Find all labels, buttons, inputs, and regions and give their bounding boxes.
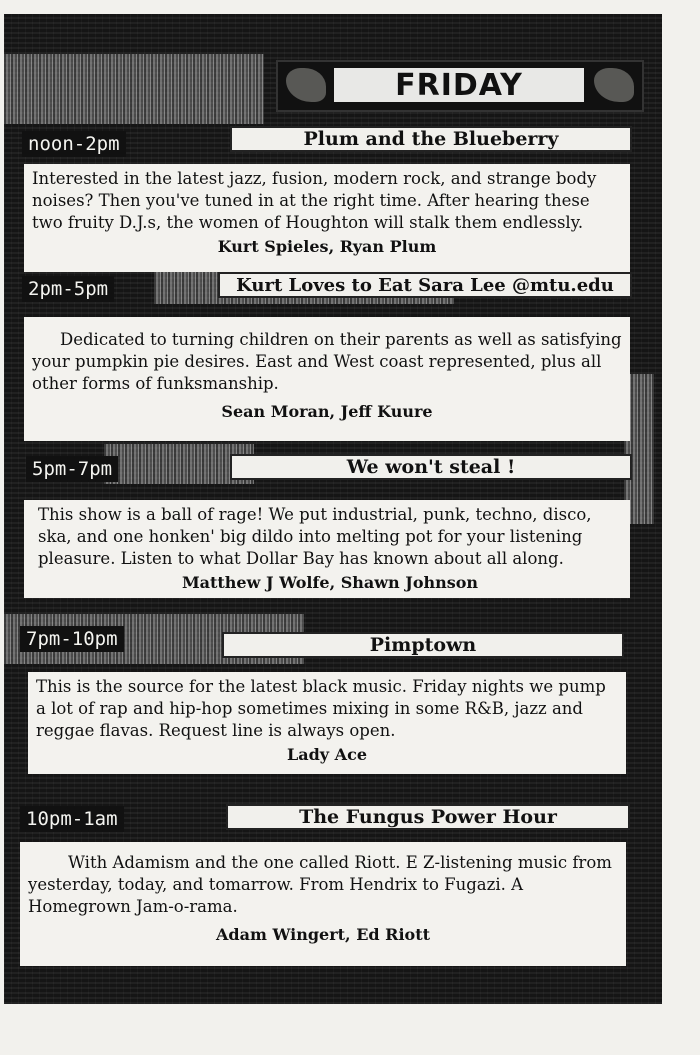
show-description: Interested in the latest jazz, fusion, modern rock, and strange body noises? Then you've tuned in at the right time. After hearing these two fruity D.J.s, the women of Houghton will stalk them endlessly.	[32, 169, 597, 232]
show-djs: Matthew J Wolfe, Shawn Johnson	[181, 573, 479, 592]
show-description: This show is a ball of rage! We put industrial, punk, techno, disco, ska, and one honken' big dildo into melting pot for your listening pleasure. Listen to what Dollar Bay has known about all along.	[38, 505, 592, 568]
ink-splat-icon	[286, 68, 326, 102]
show-time: 10pm-1am	[20, 806, 124, 832]
show-description-box	[24, 500, 630, 598]
show-time: noon-2pm	[22, 131, 126, 157]
show-description-box	[24, 164, 630, 272]
show-description: Dedicated to turning children on their parents as well as satisfying your pumpkin pie desires. East and West coast represented, plus all other forms of funksmanship.	[32, 330, 622, 393]
show-title: We won't steal !	[230, 454, 632, 480]
show-title: Pimptown	[222, 632, 624, 658]
show-title: Plum and the Blueberry	[230, 126, 632, 152]
ink-splat-icon	[594, 68, 634, 102]
show-djs: Adam Wingert, Ed Riott	[216, 925, 430, 944]
texture-strip	[4, 54, 264, 124]
show-djs: Sean Moran, Jeff Kuure	[221, 402, 433, 421]
show-description: With Adamism and the one called Riott. E Z-listening music from yesterday, today, and tomarrow. From Hendrix to Fugazi. A Homegrown Jam-o-rama.	[28, 853, 612, 916]
show-time: 7pm-10pm	[20, 626, 124, 652]
show-description-box	[24, 317, 630, 441]
show-djs: Lady Ace	[286, 745, 367, 764]
show-description-box	[28, 672, 626, 774]
schedule-sheet	[4, 14, 662, 1004]
day-title: FRIDAY	[395, 67, 523, 103]
day-title-panel	[334, 68, 584, 102]
show-description-box	[20, 842, 626, 966]
show-description: This is the source for the latest black music. Friday nights we pump a lot of rap and hip-hop sometimes mixing in some R&B, jazz and reggae flavas. Request line is always open.	[36, 677, 606, 740]
show-time: 2pm-5pm	[22, 276, 114, 302]
show-title: Kurt Loves to Eat Sara Lee @mtu.edu	[218, 272, 632, 298]
show-djs: Kurt Spieles, Ryan Plum	[217, 237, 437, 256]
show-time: 5pm-7pm	[26, 456, 118, 482]
show-title: The Fungus Power Hour	[226, 804, 630, 830]
day-title-banner	[276, 60, 644, 112]
